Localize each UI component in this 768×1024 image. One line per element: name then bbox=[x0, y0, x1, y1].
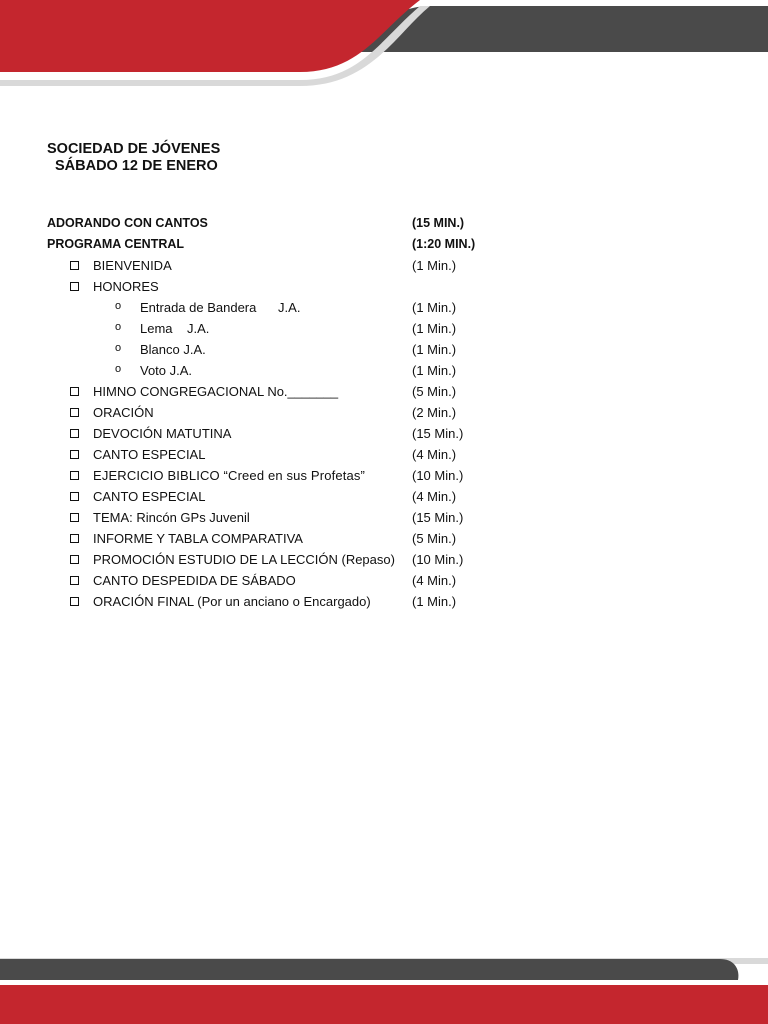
honores-label: Lema J.A. bbox=[140, 321, 210, 336]
item-duration: (5 Min.) bbox=[412, 531, 457, 546]
honores-label: Blanco J.A. bbox=[140, 342, 206, 357]
checkbox-bullet-icon bbox=[70, 597, 79, 606]
section-label: ADORANDO CON CANTOS bbox=[47, 216, 208, 230]
program-item bbox=[0, 570, 768, 591]
checkbox-bullet-icon bbox=[70, 429, 79, 438]
item-label: CANTO ESPECIAL bbox=[93, 447, 206, 462]
program-item bbox=[0, 444, 768, 465]
checkbox-bullet-icon bbox=[70, 555, 79, 564]
circle-bullet-icon: o bbox=[115, 300, 122, 312]
circle-bullet-icon: o bbox=[115, 321, 122, 333]
section-label: PROGRAMA CENTRAL bbox=[47, 237, 185, 251]
checkbox-bullet-icon bbox=[70, 261, 79, 270]
header-banner bbox=[0, 0, 768, 100]
program-item bbox=[0, 465, 768, 486]
item-label: HIMNO CONGREGACIONAL No._______ bbox=[93, 384, 339, 399]
item-duration: (4 Min.) bbox=[412, 447, 457, 462]
checkbox-bullet-icon bbox=[70, 534, 79, 543]
item-duration: (2 Min.) bbox=[412, 405, 457, 420]
section-duration: (15 MIN.) bbox=[412, 216, 465, 230]
circle-bullet-icon: o bbox=[115, 342, 122, 354]
honores-duration: (1 Min.) bbox=[412, 363, 457, 378]
page-title bbox=[47, 141, 220, 175]
program-item bbox=[0, 255, 768, 276]
checkbox-bullet-icon bbox=[70, 282, 79, 291]
item-label: BIENVENIDA bbox=[93, 258, 172, 273]
program-item bbox=[0, 402, 768, 423]
checkbox-bullet-icon bbox=[70, 492, 79, 501]
item-duration: (4 Min.) bbox=[412, 573, 457, 588]
honores-duration: (1 Min.) bbox=[412, 321, 457, 336]
checkbox-bullet-icon bbox=[70, 408, 79, 417]
item-duration: (10 Min.) bbox=[412, 468, 464, 483]
item-duration: (5 Min.) bbox=[412, 384, 457, 399]
program-item bbox=[0, 528, 768, 549]
program-item bbox=[0, 381, 768, 402]
honores-label: Entrada de Bandera J.A. bbox=[140, 300, 301, 315]
honores-duration: (1 Min.) bbox=[412, 342, 457, 357]
honores-item bbox=[0, 360, 768, 381]
honores-item bbox=[0, 339, 768, 360]
checkbox-bullet-icon bbox=[70, 576, 79, 585]
program-item bbox=[0, 486, 768, 507]
footer-banner bbox=[0, 950, 768, 1024]
header-red-band bbox=[0, 0, 420, 72]
checkbox-bullet-icon bbox=[70, 513, 79, 522]
section-row bbox=[0, 213, 768, 234]
item-label: EJERCICIO BIBLICO “Creed en sus Profetas” bbox=[93, 468, 366, 483]
item-label: ORACIÓN bbox=[93, 405, 154, 420]
program-item bbox=[0, 591, 768, 612]
program-item bbox=[0, 276, 768, 297]
checkbox-bullet-icon bbox=[70, 387, 79, 396]
program-item bbox=[0, 507, 768, 528]
program-item bbox=[0, 423, 768, 444]
item-duration: (10 Min.) bbox=[412, 552, 464, 567]
checkbox-bullet-icon bbox=[70, 471, 79, 480]
section-row bbox=[0, 234, 768, 255]
item-label: PROMOCIÓN ESTUDIO DE LA LECCIÓN (Repaso) bbox=[93, 552, 395, 567]
title-line-1: SOCIEDAD DE JÓVENES bbox=[47, 141, 221, 157]
item-duration: (1 Min.) bbox=[412, 594, 457, 609]
item-label: ORACIÓN FINAL (Por un anciano o Encargado) bbox=[93, 594, 371, 609]
title-line-2: SÁBADO 12 DE ENERO bbox=[55, 158, 218, 174]
footer-red-band bbox=[0, 985, 768, 1024]
footer-gray-band bbox=[0, 959, 738, 980]
honores-duration: (1 Min.) bbox=[412, 300, 457, 315]
item-duration: (15 Min.) bbox=[412, 426, 464, 441]
honores-item bbox=[0, 297, 768, 318]
honores-item bbox=[0, 318, 768, 339]
item-label: TEMA: Rincón GPs Juvenil bbox=[93, 510, 250, 525]
item-duration: (1 Min.) bbox=[412, 258, 457, 273]
item-duration: (4 Min.) bbox=[412, 489, 457, 504]
circle-bullet-icon: o bbox=[115, 363, 122, 375]
item-duration: (15 Min.) bbox=[412, 510, 464, 525]
item-label: INFORME Y TABLA COMPARATIVA bbox=[93, 531, 303, 546]
honores-label: Voto J.A. bbox=[140, 363, 193, 378]
item-label: DEVOCIÓN MATUTINA bbox=[93, 426, 232, 441]
program-item bbox=[0, 549, 768, 570]
checkbox-bullet-icon bbox=[70, 450, 79, 459]
item-label: HONORES bbox=[93, 279, 159, 294]
item-label: CANTO ESPECIAL bbox=[93, 489, 206, 504]
item-label: CANTO DESPEDIDA DE SÁBADO bbox=[93, 573, 296, 588]
section-duration: (1:20 MIN.) bbox=[412, 237, 476, 251]
